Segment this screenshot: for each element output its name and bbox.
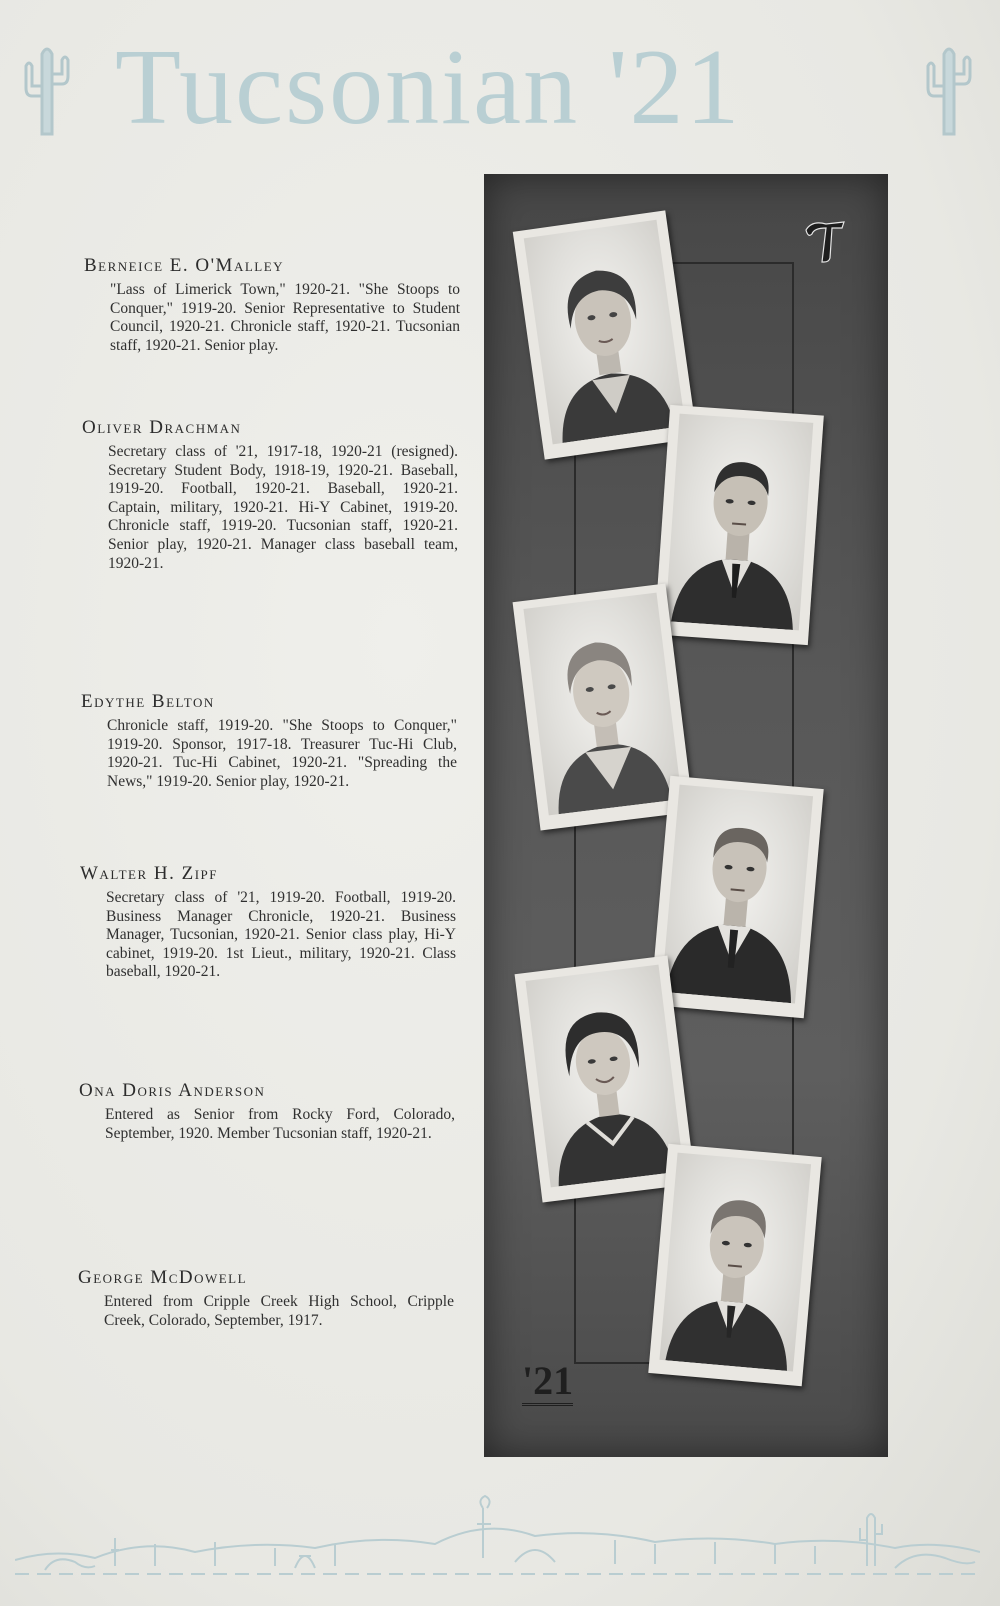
- female-portrait-icon: [525, 965, 683, 1188]
- masthead: [0, 20, 1000, 150]
- biography-entry: [84, 255, 464, 355]
- biography-entry: [80, 863, 460, 982]
- male-portrait-icon: [659, 1153, 811, 1372]
- student-activities: Entered as Senior from Rocky Ford, Colorado, September, 1920. Member Tucsonian staff, 1920-21.: [105, 1106, 455, 1142]
- student-photo: [650, 776, 823, 1019]
- male-portrait-icon: [665, 414, 813, 631]
- student-name: Edythe Belton: [81, 691, 215, 712]
- student-activities: Entered from Cripple Creek High School, Cripple Creek, Colorado, September, 1917.: [104, 1293, 454, 1329]
- biography-entry: [82, 417, 462, 573]
- monogram-t-icon: [802, 218, 848, 264]
- student-name: Oliver Drachman: [82, 417, 242, 438]
- male-portrait-icon: [661, 785, 813, 1004]
- female-portrait-icon: [523, 593, 681, 816]
- student-name: Ona Doris Anderson: [79, 1080, 266, 1101]
- student-photo: [648, 1144, 821, 1387]
- class-year-mark: '21: [522, 1359, 573, 1406]
- student-activities: Secretary class of '21, 1919-20. Football, 1919-20. Business Manager Chronicle, 1920-21. Business Manager, Tucsonian, 1920-21. Senior class play, Hi-Y cabinet, 1919-20. 1st Lieut., military, 1920-21. Class baseball, 1920-21.: [106, 889, 456, 981]
- yearbook-title: Tucsonian '21: [115, 28, 742, 147]
- biography-entry: [79, 1080, 459, 1143]
- student-name: George McDowell: [78, 1267, 248, 1288]
- student-activities: Chronicle staff, 1919-20. "She Stoops to Conquer," 1919-20. Sponsor, 1917-18. Treasurer Tuc-Hi Club, 1920-21. Tuc-Hi Cabinet, 1920-21. "Spreading the News," 1919-20. Senior play, 1920-21.: [107, 717, 457, 790]
- cactus-icon: [18, 34, 76, 138]
- cactus-icon: [920, 34, 978, 138]
- female-portrait-icon: [524, 220, 686, 445]
- student-name: Walter H. Zipf: [80, 863, 218, 884]
- student-photo: [513, 583, 694, 830]
- student-activities: Secretary class of '21, 1917-18, 1920-21 (resigned). Secretary Student Body, 1918-19, 1920-21. Baseball, 1919-20. Football, 1920-21. Baseball, 1920-21. Captain, military, 1920-21. Hi-Y Cabinet, 1919-20. Chronicle staff, 1919-20. Tucsonian staff, 1920-21. Senior play, 1920-21. Manager class baseball team, 1920-21.: [108, 443, 458, 572]
- biography-entry: [81, 691, 461, 791]
- student-photo: [654, 405, 824, 645]
- photo-panel: [484, 174, 888, 1457]
- student-name: Berneice E. O'Malley: [84, 255, 285, 276]
- biography-entry: [78, 1267, 458, 1330]
- desert-landscape-icon: [15, 1478, 980, 1580]
- student-activities: "Lass of Limerick Town," 1920-21. "She Stoops to Conquer," 1919-20. Senior Representative to Student Council, 1920-21. Chronicle staff, 1920-21. Tucsonian staff, 1920-21. Senior play.: [110, 281, 460, 354]
